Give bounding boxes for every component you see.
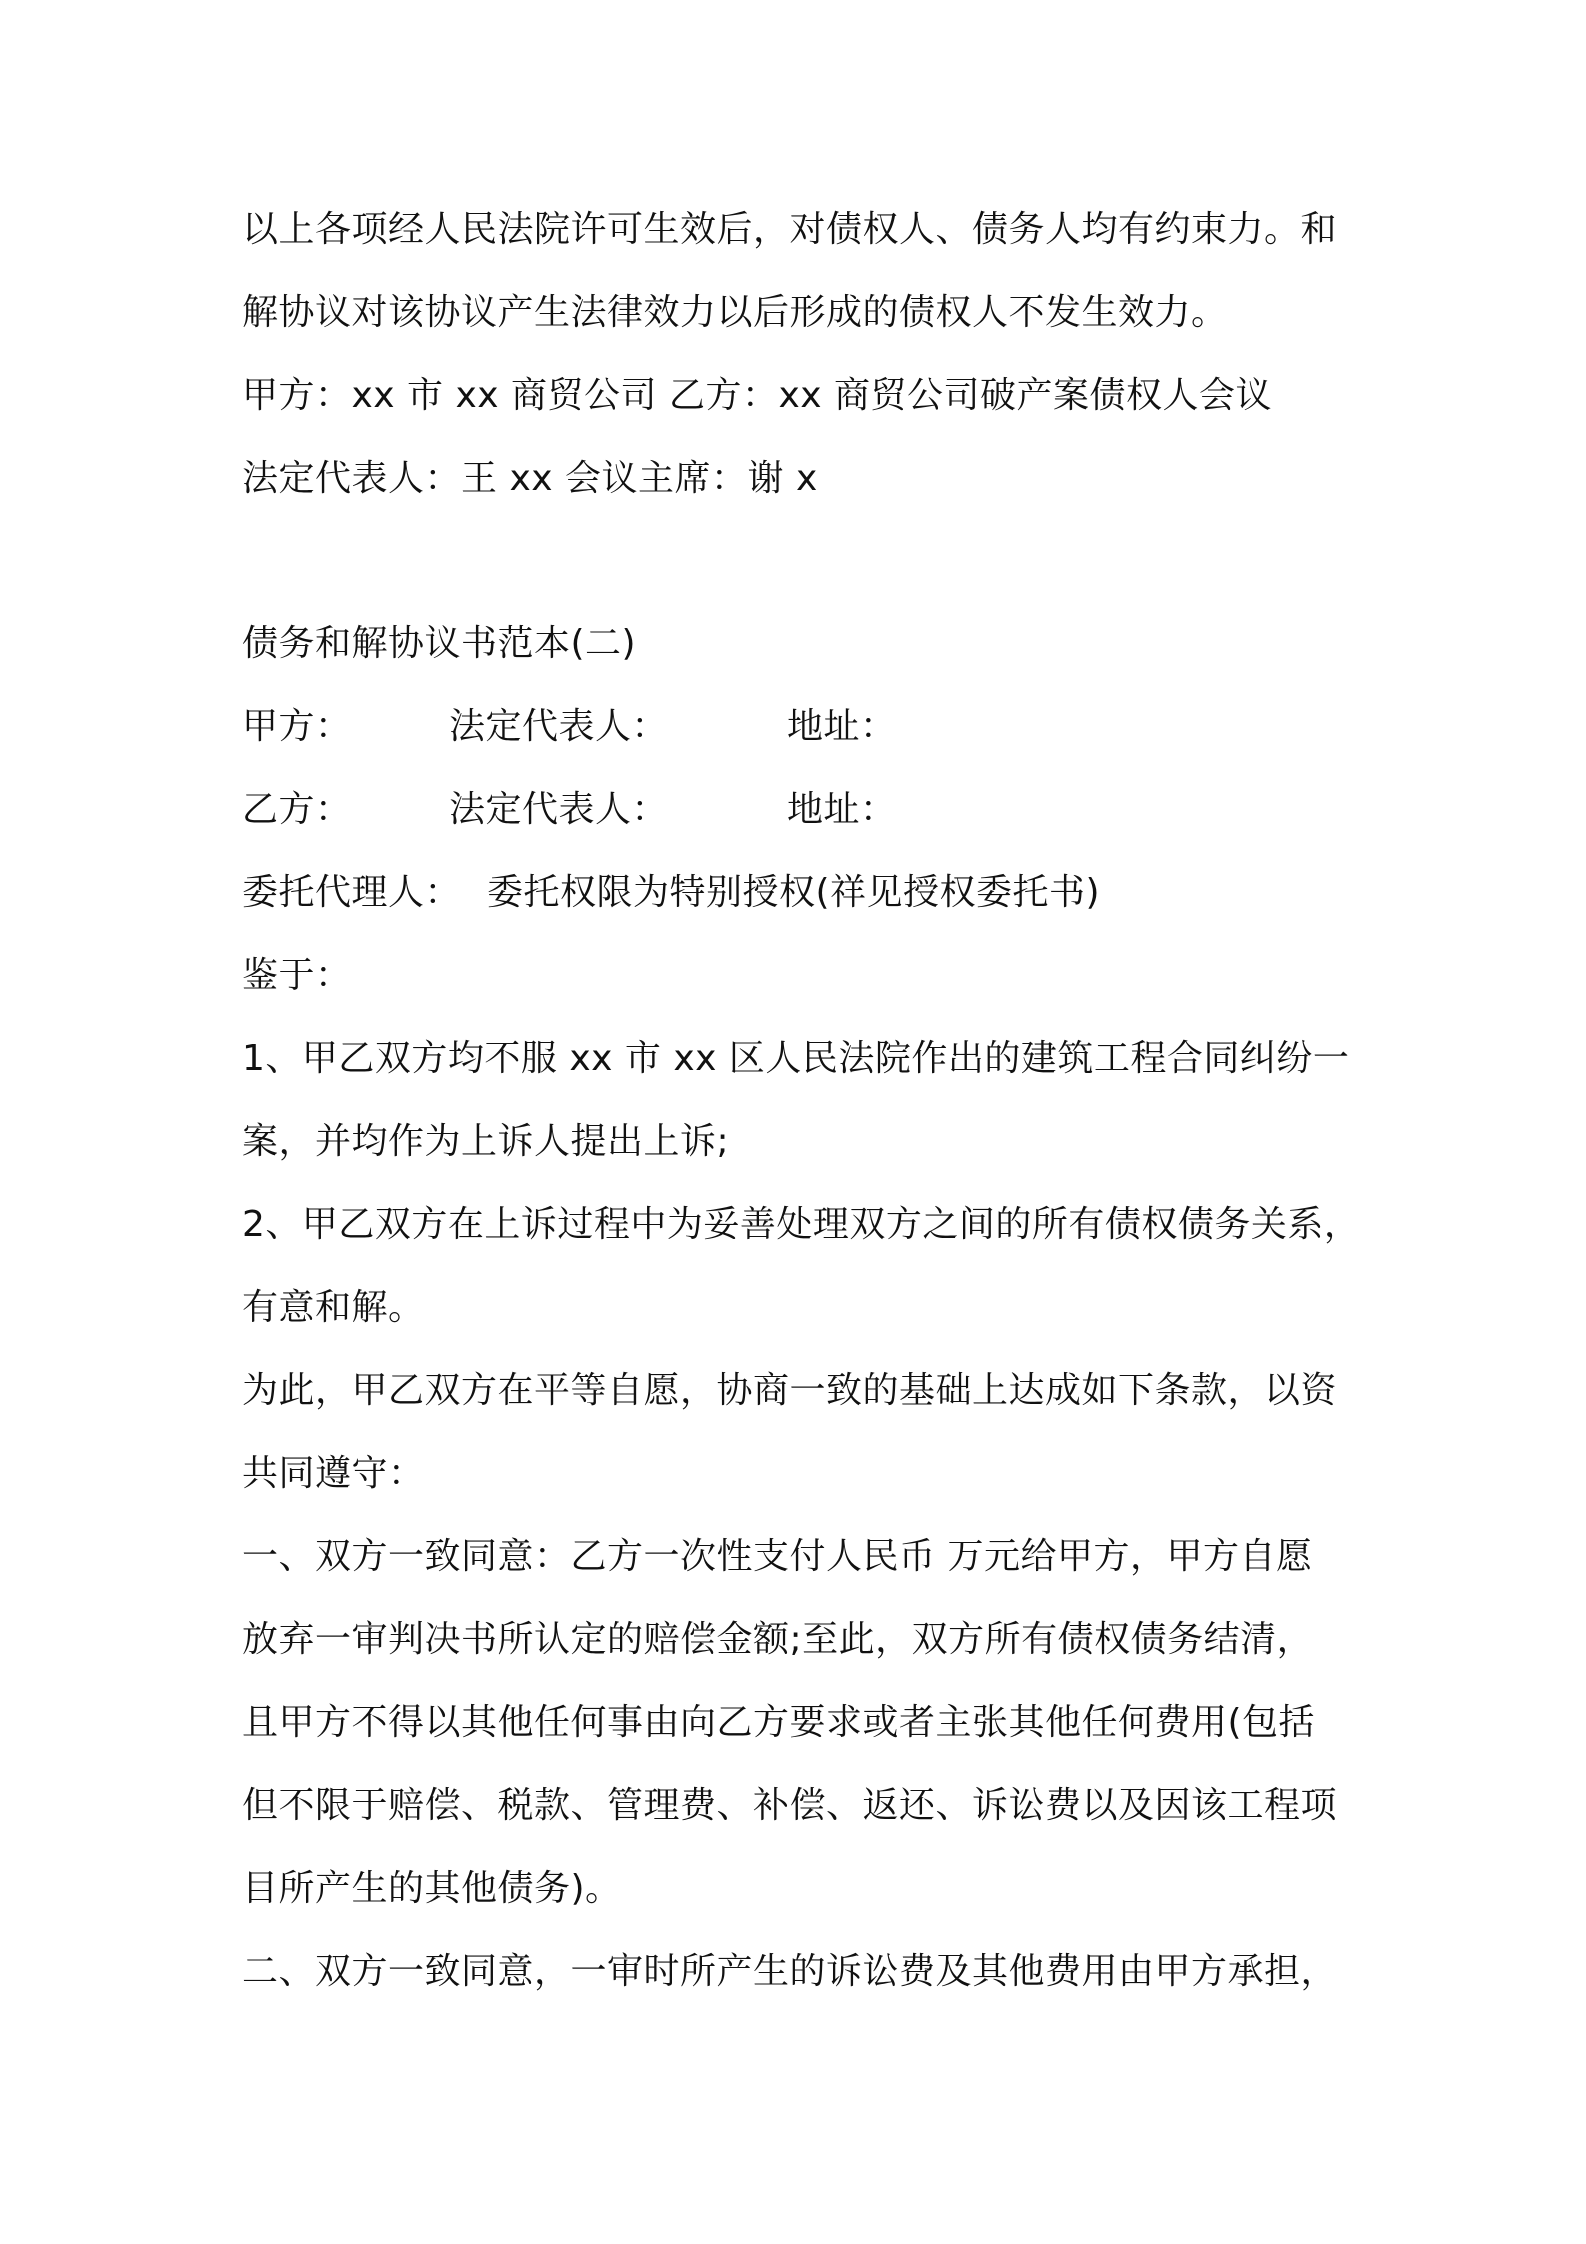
paragraph-line: 目所产生的其他债务)。	[242, 1868, 622, 1909]
paragraph-line: 二、双方一致同意，一审时所产生的诉讼费及其他费用由甲方承担，	[242, 1951, 1338, 1992]
paragraph-line: 案，并均作为上诉人提出上诉;	[242, 1121, 730, 1162]
party-a-label: 甲方：	[242, 706, 352, 747]
party-a-rep-label: 法定代表人：	[449, 706, 669, 747]
paragraph-line: 且甲方不得以其他任何事由向乙方要求或者主张其他任何费用(包括	[242, 1702, 1316, 1743]
signature-parties-line: 甲方：xx 市 xx 商贸公司 乙方：xx 商贸公司破产案债权人会议	[242, 375, 1273, 416]
party-b-rep-label: 法定代表人：	[449, 789, 669, 830]
paragraph-line: 共同遵守：	[242, 1453, 425, 1494]
party-a-addr-label: 地址：	[787, 706, 897, 747]
signature-representatives-line: 法定代表人：王 xx 会议主席：谢 x	[242, 458, 818, 499]
paragraph-line: 一、双方一致同意：乙方一次性支付人民币 万元给甲方，甲方自愿	[242, 1536, 1313, 1577]
agent-label: 委托代理人：	[242, 872, 462, 913]
whereas-heading: 鉴于：	[242, 955, 352, 996]
paragraph-line: 以上各项经人民法院许可生效后，对债权人、债务人均有约束力。和	[242, 209, 1338, 250]
party-b-row	[242, 786, 1342, 834]
party-a-row	[242, 703, 1342, 751]
paragraph-line: 解协议对该协议产生法律效力以后形成的债权人不发生效力。	[242, 292, 1228, 333]
paragraph-line: 1、甲乙双方均不服 xx 市 xx 区人民法院作出的建筑工程合同纠纷一	[242, 1038, 1350, 1079]
paragraph-line: 为此，甲乙双方在平等自愿，协商一致的基础上达成如下条款，以资	[242, 1370, 1338, 1411]
paragraph-line: 但不限于赔偿、税款、管理费、补偿、返还、诉讼费以及因该工程项	[242, 1785, 1338, 1826]
section-title: 债务和解协议书范本(二)	[242, 623, 637, 664]
paragraph-line: 2、甲乙双方在上诉过程中为妥善处理双方之间的所有债权债务关系，	[242, 1204, 1361, 1245]
party-b-addr-label: 地址：	[787, 789, 897, 830]
agent-scope: 委托权限为特别授权(祥见授权委托书)	[487, 872, 1101, 913]
paragraph-line: 放弃一审判决书所认定的赔偿金额;至此，双方所有债权债务结清，	[242, 1619, 1314, 1660]
party-b-label: 乙方：	[242, 789, 352, 830]
paragraph-line: 有意和解。	[242, 1287, 425, 1328]
agent-row	[242, 869, 1342, 917]
